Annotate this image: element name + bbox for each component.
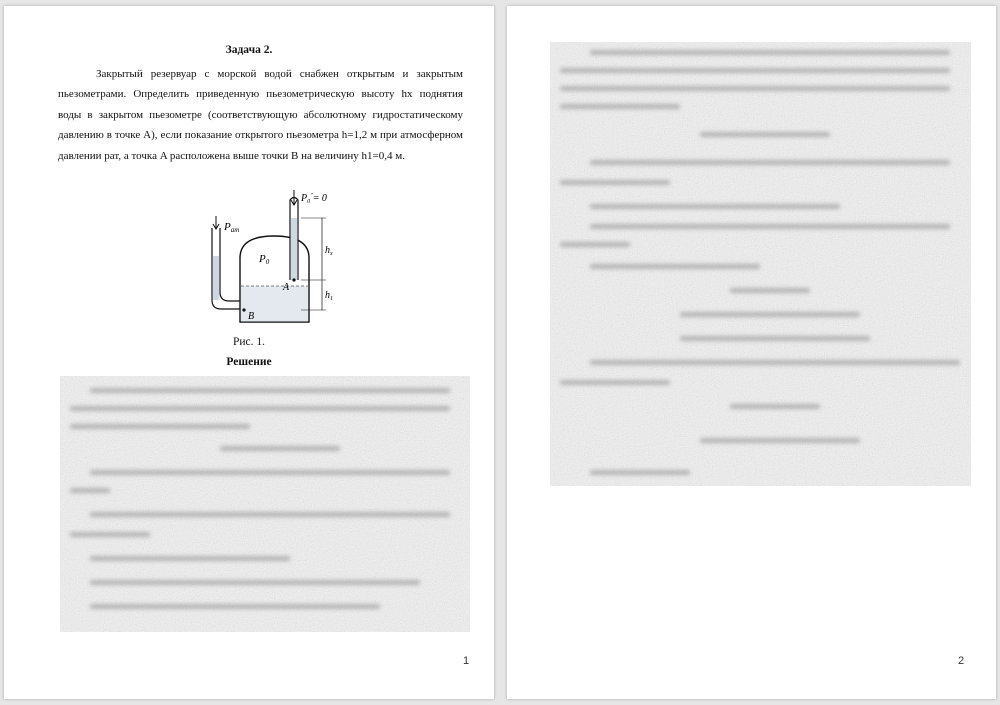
solution-title: Решение <box>226 356 272 368</box>
label-p-atm: Pam <box>224 221 240 234</box>
page-number: 2 <box>958 655 965 667</box>
blurred-solution-area <box>60 376 470 632</box>
task-title: Задача 2. <box>225 44 273 56</box>
document-page-1 <box>4 6 494 699</box>
label-point-a: A <box>283 282 290 293</box>
reservoir-diagram <box>204 188 339 328</box>
figure-caption: Рис. 1. <box>232 336 266 348</box>
label-point-b: B <box>248 311 255 322</box>
label-h1: $h_1$ <box>325 290 333 302</box>
page-number: 1 <box>463 655 470 667</box>
label-hx: $h_x$ <box>325 245 333 257</box>
blurred-solution-continuation <box>550 42 971 486</box>
label-p0-top: $P_0^"= 0$ <box>301 193 327 205</box>
task-statement: Закрытый резервуар с морской водой снабжен открытым и закрытым пьезометрами. Определить приведенную пьезометрическую высоту hx поднятия воды в закрытом пьезометре (соответствующую абсолютному гидростатическому давлению в точке A), если показание открытого пьезометра h=1,2 м при атмосферном давлении pат, а точка A расположена выше точки B на величину h1=0,4 м. <box>58 68 463 162</box>
label-p0: P0 <box>259 253 270 266</box>
document-page-2 <box>507 6 996 699</box>
